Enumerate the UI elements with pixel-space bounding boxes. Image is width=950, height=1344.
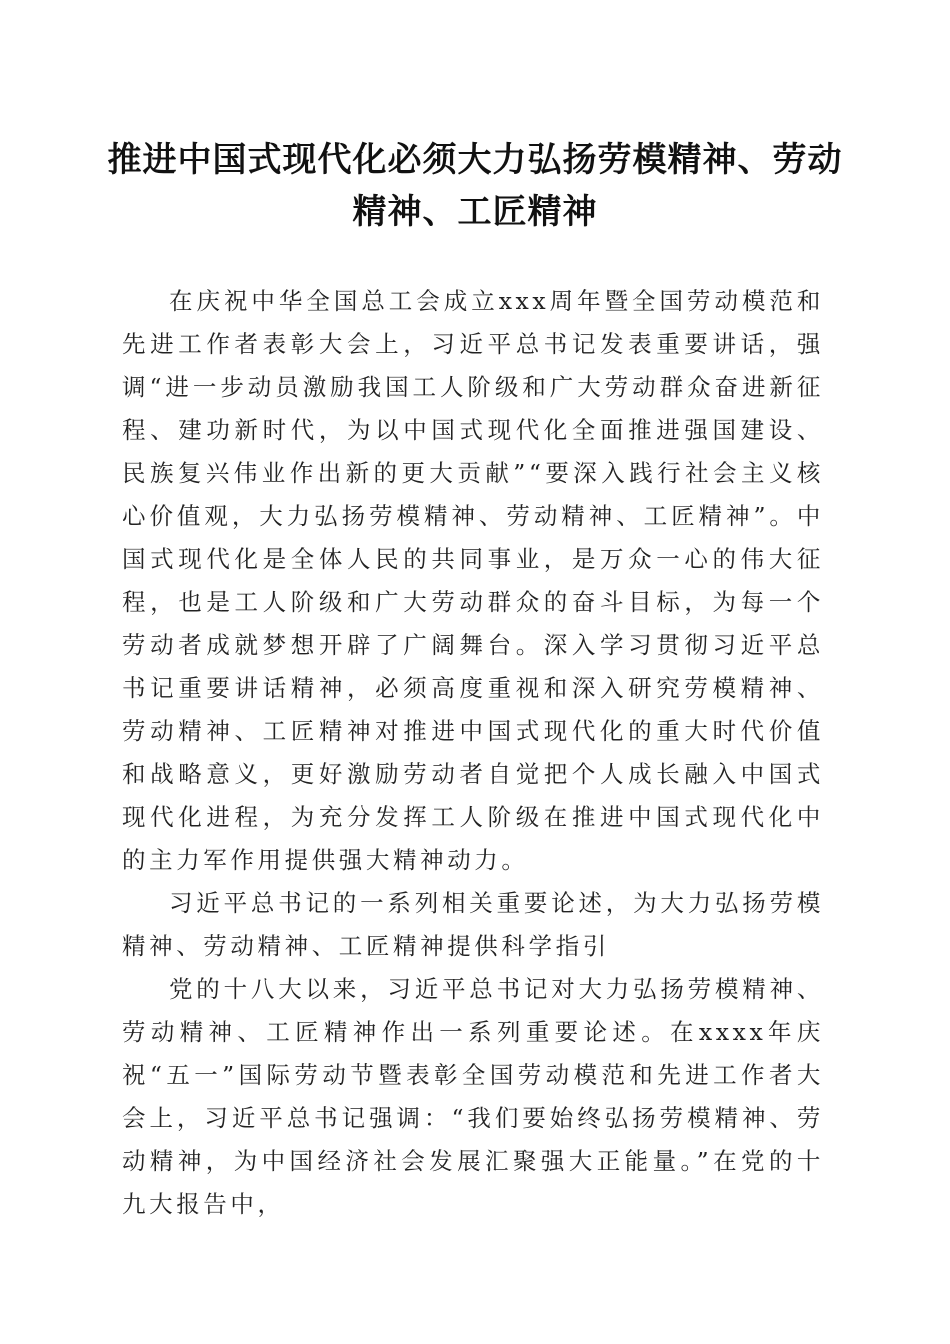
paragraph-section-heading: 习近平总书记的一系列相关重要论述，为大力弘扬劳模精神、劳动精神、工匠精神提供科学指引 [122,889,824,960]
paragraph-intro: 在庆祝中华全国总工会成立xxx周年暨全国劳动模范和先进工作者表彰大会上，习近平总书记发表重要讲话，强调“进一步动员激励我国工人阶级和广大劳动群众奋进新征程、建功新时代，为以中国式现代化全面推进强国建设、民族复兴伟业作出新的更大贡献”“要深入践行社会主义核心价值观，大力弘扬劳模精神、劳动精神、工匠精神”。中国式现代化是全体人民的共同事业，是万众一心的伟大征程，也是工人阶级和广大劳动群众的奋斗目标，为每一个劳动者成就梦想开辟了广阔舞台。深入学习贯彻习近平总书记重要讲话精神，必须高度重视和深入研究劳模精神、劳动精神、工匠精神对推进中国式现代化的重大时代价值和战略意义，更好激励劳动者自觉把个人成长融入中国式现代化进程，为充分发挥工人阶级在推进中国式现代化中的主力军作用提供强大精神动力。 [122,287,824,874]
document-body [122,280,824,1226]
document-title: 推进中国式现代化必须大力弘扬劳模精神、劳动精神、工匠精神 [107,140,843,232]
paragraph-important-discourse: 党的十八大以来，习近平总书记对大力弘扬劳模精神、劳动精神、工匠精神作出一系列重要论述。在xxxx年庆祝“五一”国际劳动节暨表彰全国劳动模范和先进工作者大会上，习近平总书记强调：“我们要始终弘扬劳模精神、劳动精神，为中国经济社会发展汇聚强大正能量。”在党的十九大报告中， [122,975,824,1218]
